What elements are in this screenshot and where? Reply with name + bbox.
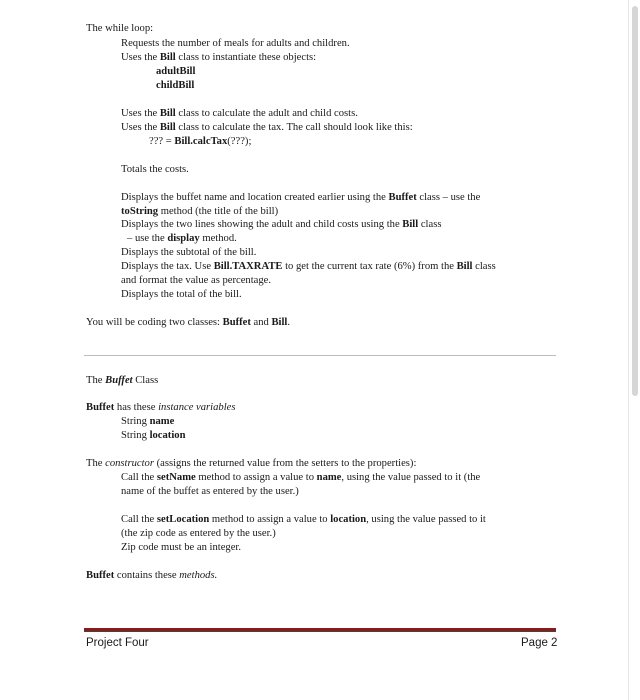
while-loop-line: toString method (the title of the bill) <box>121 206 279 217</box>
section-divider <box>84 355 556 356</box>
while-loop-line: and format the value as percentage. <box>121 275 272 286</box>
while-loop-line: Totals the costs. <box>121 164 189 175</box>
while-loop-line: Uses the Bill class to instantiate these objects: <box>121 52 317 63</box>
footer-rule <box>84 628 556 632</box>
instance-variable: String location <box>121 430 186 441</box>
constructor-line: name of the buffet as entered by the user.) <box>121 486 299 497</box>
while-loop-line: Displays the two lines showing the adult and child costs using the Bill class <box>121 219 442 230</box>
while-loop-line: Displays the subtotal of the bill. <box>121 247 257 258</box>
constructor-line: Zip code must be an integer. <box>121 542 242 553</box>
while-loop-line: Displays the total of the bill. <box>121 289 242 300</box>
classes-summary: You will be coding two classes: Buffet and Bill. <box>86 317 291 328</box>
scrollbar[interactable] <box>632 6 638 396</box>
methods-heading: Buffet contains these methods. <box>86 570 218 581</box>
object-name: childBill <box>156 80 195 91</box>
constructor-line: Call the setName method to assign a value to name, using the value passed to it (the <box>121 472 481 483</box>
constructor-line: Call the setLocation method to assign a value to location, using the value passed to it <box>121 514 486 525</box>
while-loop-line: Displays the buffet name and location created earlier using the Buffet class – use the <box>121 192 481 203</box>
footer-page-number: Page 2 <box>521 637 558 649</box>
instance-variables-heading: Buffet has these instance variables <box>86 402 236 413</box>
while-loop-heading: The while loop: <box>86 23 154 34</box>
while-loop-line: Displays the tax. Use Bill.TAXRATE to get the current tax rate (6%) from the Bill class <box>121 261 496 272</box>
buffet-class-heading: The Buffet Class <box>86 375 159 386</box>
instance-variable: String name <box>121 416 175 427</box>
constructor-line: (the zip code as entered by the user.) <box>121 528 276 539</box>
while-loop-line: Uses the Bill class to calculate the tax. The call should look like this: <box>121 122 413 133</box>
code-example: ??? = Bill.calcTax(???); <box>149 136 252 147</box>
while-loop-line: – use the display method. <box>127 233 237 244</box>
while-loop-line: Uses the Bill class to calculate the adult and child costs. <box>121 108 358 119</box>
object-name: adultBill <box>156 66 196 77</box>
footer-project-title: Project Four <box>86 637 149 649</box>
while-loop-line: Requests the number of meals for adults and children. <box>121 38 350 49</box>
constructor-heading: The constructor (assigns the returned value from the setters to the properties): <box>86 458 417 469</box>
